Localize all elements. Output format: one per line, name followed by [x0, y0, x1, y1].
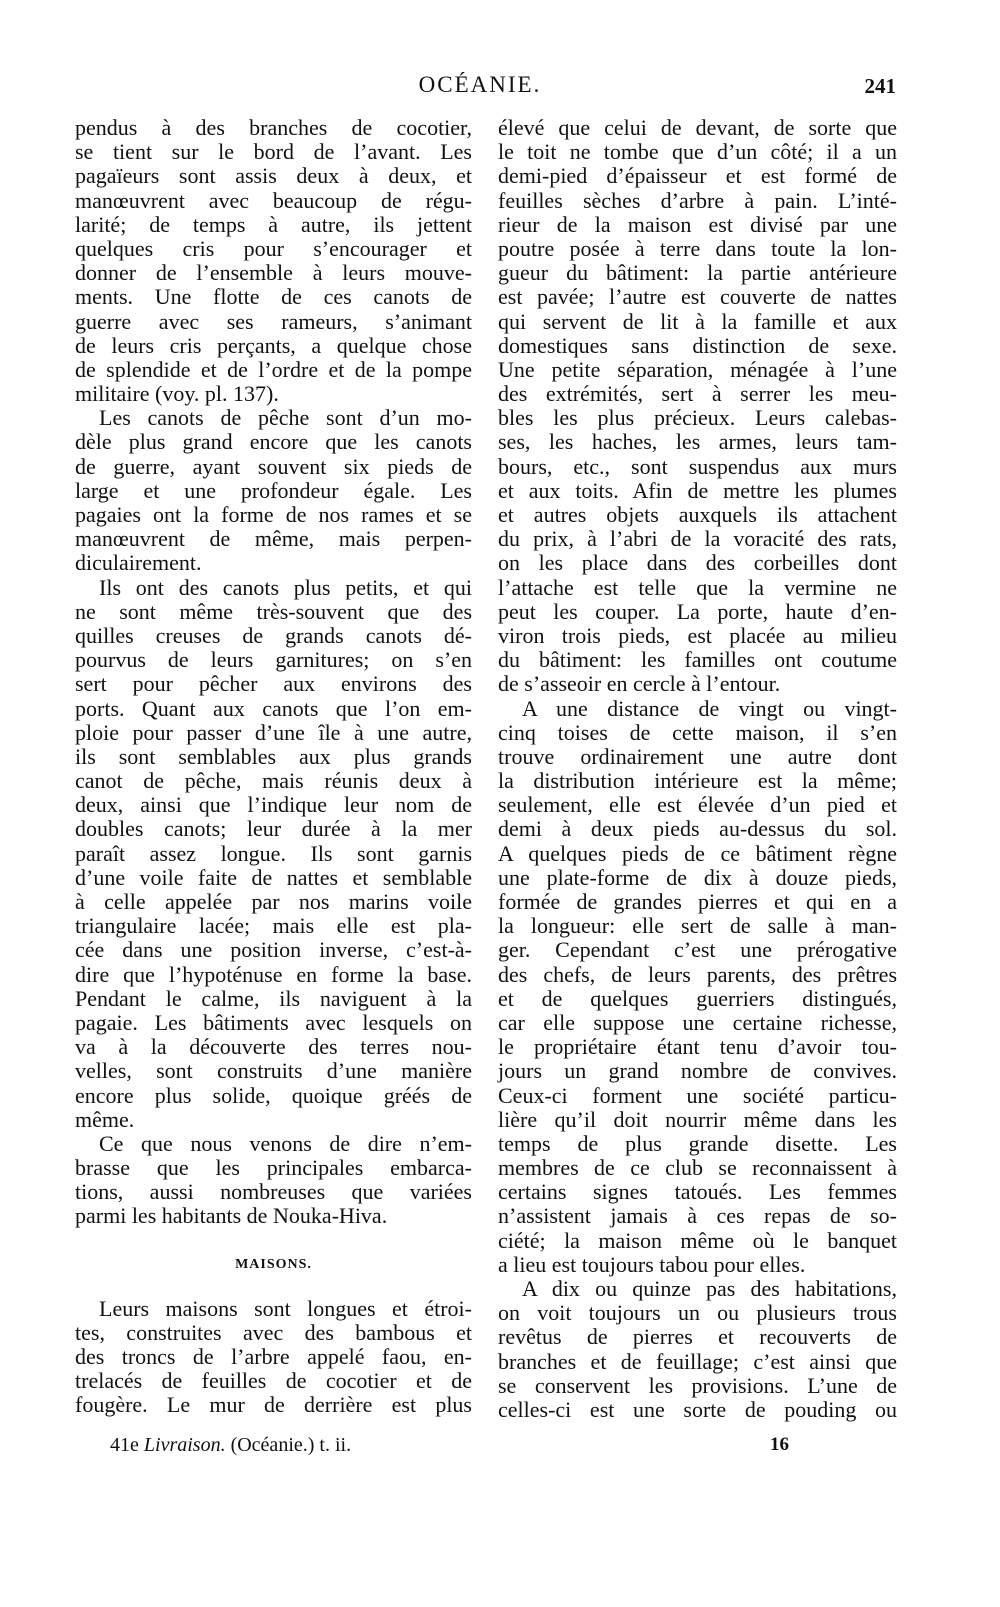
line-text: la distribution intérieure est la même; — [498, 768, 897, 794]
text-line — [75, 963, 472, 987]
paragraph — [498, 1277, 897, 1422]
paragraph — [75, 406, 472, 575]
text-line — [75, 1011, 472, 1035]
text-line — [75, 745, 472, 769]
text-line — [498, 745, 897, 769]
line-text: le toit ne tombe que d’un côté; il a un — [498, 139, 897, 165]
line-text: Une petite séparation, ménagée à l’une — [498, 356, 897, 382]
line-text: brasse que les principales embarca- — [75, 1155, 472, 1181]
text-line — [498, 914, 897, 938]
line-text: des chefs, de leurs parents, des prêtres — [498, 961, 897, 987]
line-text: pendus à des branches de cocotier, — [75, 115, 472, 140]
line-text: pourvus de leurs garnitures; on s’en — [75, 647, 472, 673]
line-text: Ceux-ci forment une société particu- — [498, 1082, 897, 1108]
text-line — [75, 624, 472, 648]
text-line — [75, 817, 472, 841]
line-text: large et une profondeur égale. Les — [75, 477, 472, 503]
line-text: guerre avec ses rameurs, s’animant — [75, 308, 472, 334]
line-text: du bâtiment: les familles ont coutume — [498, 647, 897, 673]
text-line — [75, 455, 472, 479]
text-line — [498, 358, 897, 382]
right-column — [498, 116, 897, 1422]
text-line — [75, 551, 472, 575]
text-line — [75, 769, 472, 793]
text-line — [75, 310, 472, 334]
line-text: demi-pied d’épaisseur et est formé de — [498, 163, 897, 189]
line-text: demi à deux pieds au-dessus du sol. — [498, 816, 897, 842]
text-line — [498, 721, 897, 745]
paragraph — [75, 1132, 472, 1229]
text-line — [498, 600, 897, 624]
line-text: rieur de la maison est divisé par une — [498, 211, 897, 237]
text-line — [498, 1204, 897, 1228]
text-line — [75, 576, 472, 600]
line-text: A quelques pieds de ce bâtiment règne — [498, 840, 897, 866]
line-text: de guerre, ayant souvent six pieds de — [75, 453, 472, 479]
text-line — [498, 1059, 897, 1083]
line-text: pagaïeurs sont assis deux à deux, et — [75, 163, 472, 189]
text-line — [498, 624, 897, 648]
line-text: canot de pêche, mais réunis deux à — [75, 768, 472, 794]
signature-number: 41e — [110, 1434, 139, 1456]
text-line — [498, 551, 897, 575]
line-text: tions, aussi nombreuses que variées — [75, 1179, 472, 1205]
line-text: viron trois pieds, est placée au milieu — [498, 622, 897, 648]
line-text: cée dans une position inverse, c’est-à- — [75, 937, 472, 963]
text-line — [75, 697, 472, 721]
text-line — [498, 1011, 897, 1035]
line-text: et de quelques guerriers distingués, — [498, 985, 897, 1011]
text-line — [75, 334, 472, 358]
line-text: militaire (voy. pl. 137). — [75, 381, 279, 407]
text-line — [75, 1180, 472, 1204]
section-heading: MAISONS. — [235, 1256, 312, 1272]
line-text: et aux toits. Afin de mettre les plumes — [498, 477, 897, 503]
line-text: cinq toises de cette maison, il s’en — [498, 719, 897, 745]
text-line — [498, 793, 897, 817]
line-text: Ils ont des canots plus petits, et qui — [99, 574, 472, 600]
line-text: branches et de feuillage; c’est ainsi que — [498, 1348, 897, 1374]
text-line — [498, 164, 897, 188]
text-line — [498, 1301, 897, 1325]
line-text: à celle appelée par nos marins voile — [75, 889, 472, 914]
line-text: du prix, à l’abri de la voracité des rats, — [498, 526, 897, 552]
text-line — [75, 503, 472, 527]
line-text: Ce que nous venons de dire n’em- — [99, 1130, 472, 1156]
text-line — [498, 334, 897, 358]
text-line — [75, 1321, 472, 1345]
left-column — [75, 116, 472, 1418]
text-line — [498, 866, 897, 890]
line-text: bles les plus précieux. Leurs calebas- — [498, 405, 897, 431]
line-text: certains signes tatoués. Les femmes — [498, 1179, 897, 1205]
text-line — [498, 769, 897, 793]
text-line — [75, 116, 472, 140]
text-line — [498, 890, 897, 914]
line-text: va à la découverte des terres nou- — [75, 1034, 472, 1060]
line-text: A dix ou quinze pas des habitations, — [522, 1276, 897, 1301]
text-line — [75, 1132, 472, 1156]
text-line — [75, 189, 472, 213]
text-line — [75, 1084, 472, 1108]
line-text: encore plus solide, quoique gréés de — [75, 1082, 472, 1108]
text-line — [498, 237, 897, 261]
text-line — [75, 479, 472, 503]
text-line — [498, 1132, 897, 1156]
line-text: pagaies ont la forme de nos rames et se — [75, 502, 472, 527]
line-text: se tient sur le bord de l’avant. Les — [75, 139, 472, 165]
text-line — [75, 866, 472, 890]
text-line — [75, 890, 472, 914]
text-line — [75, 938, 472, 962]
line-text: quilles creuses de grands canots dé- — [75, 622, 472, 648]
text-line — [498, 1084, 897, 1108]
line-text: car elle suppose une certaine richesse, — [498, 1009, 897, 1035]
text-line — [75, 914, 472, 938]
text-line — [498, 1108, 897, 1132]
text-line — [498, 1350, 897, 1374]
left-column-text-before-heading — [75, 116, 472, 1229]
line-text: ses, les haches, les armes, leurs tam- — [498, 429, 897, 455]
line-text: paraît assez longue. Ils sont garnis — [75, 840, 472, 866]
text-line — [75, 1393, 472, 1417]
text-line — [498, 1180, 897, 1204]
running-header-title: OCÉANIE. — [418, 72, 542, 97]
line-text: trouve ordinairement une autre dont — [498, 743, 897, 769]
line-text: d’une voile faite de nattes et semblable — [75, 864, 472, 890]
right-column-text — [498, 116, 897, 1422]
line-text: une plate-forme de dix à douze pieds, — [498, 864, 897, 890]
line-text: tes, construites avec des bambous et — [75, 1319, 472, 1345]
sheet-number: 16 — [770, 1434, 789, 1455]
line-text: peut les couper. La porte, haute d’en- — [498, 598, 897, 624]
line-text: on les place dans des corbeilles dont — [498, 550, 897, 576]
text-line — [75, 1345, 472, 1369]
line-text: ne sont même très-souvent que des — [75, 598, 472, 624]
text-line — [75, 164, 472, 188]
text-line — [498, 479, 897, 503]
line-text: A une distance de vingt ou vingt- — [522, 695, 897, 721]
text-line — [498, 285, 897, 309]
text-line — [498, 672, 897, 696]
text-line — [75, 842, 472, 866]
paragraph — [75, 576, 472, 1132]
text-line — [498, 963, 897, 987]
text-line — [498, 576, 897, 600]
text-line — [498, 817, 897, 841]
text-line — [75, 1204, 472, 1228]
line-text: lière qu’il doit nourrir même dans les — [498, 1106, 897, 1132]
signature-word: Livraison. — [143, 1434, 226, 1456]
text-line — [75, 1369, 472, 1393]
line-text: l’attache est telle que la vermine ne — [498, 574, 897, 600]
text-line — [498, 1374, 897, 1398]
line-text: velles, sont construits d’une manière — [75, 1058, 472, 1084]
text-line — [75, 285, 472, 309]
text-line — [75, 721, 472, 745]
text-line — [75, 1108, 472, 1132]
line-text: et autres objets auxquels ils attachent — [498, 502, 897, 527]
line-text: doubles canots; leur durée à la mer — [75, 816, 472, 842]
text-line — [498, 842, 897, 866]
page-number: 241 — [864, 74, 896, 98]
paragraph — [75, 1297, 472, 1418]
line-text: dire que l’hypoténuse en forme la base. — [75, 961, 472, 987]
line-text: triangulaire lacée; mais elle est pla- — [75, 913, 472, 939]
text-line — [498, 1398, 897, 1422]
text-line — [75, 987, 472, 1011]
text-line — [498, 310, 897, 334]
line-text: celles-ci est une sorte de pouding ou — [498, 1396, 897, 1422]
line-text: deux, ainsi que l’indique leur nom de — [75, 792, 472, 818]
line-text: de splendide et de l’ordre et de la pompe — [75, 356, 472, 382]
line-text: manœuvrent avec beaucoup de régu- — [75, 187, 472, 213]
line-text: de s’asseoir en cercle à l’entour. — [498, 671, 781, 697]
text-line — [75, 430, 472, 454]
text-line — [498, 987, 897, 1011]
text-line — [498, 140, 897, 164]
left-column-text-after-heading — [75, 1297, 472, 1418]
text-line — [498, 1229, 897, 1253]
line-text: Les canots de pêche sont d’un mo- — [99, 405, 472, 431]
line-text: ils sont semblables aux plus grands — [75, 743, 472, 769]
text-line — [498, 503, 897, 527]
text-line — [75, 1297, 472, 1321]
line-text: la longueur: elle sert de salle à man- — [498, 913, 897, 939]
text-line — [498, 1156, 897, 1180]
text-line — [75, 600, 472, 624]
text-line — [498, 406, 897, 430]
text-line — [75, 213, 472, 237]
line-text: Leurs maisons sont longues et étroi- — [99, 1295, 472, 1321]
line-text: fougère. Le mur de derrière est plus — [75, 1392, 472, 1418]
text-line — [75, 527, 472, 551]
text-line — [75, 793, 472, 817]
line-text: on voit toujours un ou plusieurs trous — [498, 1300, 897, 1326]
text-line — [498, 1253, 897, 1277]
text-line — [75, 237, 472, 261]
paragraph — [498, 116, 897, 697]
text-line — [498, 116, 897, 140]
line-text: parmi les habitants de Nouka-Hiva. — [75, 1203, 388, 1229]
paragraph — [75, 116, 472, 406]
text-line — [498, 261, 897, 285]
text-line — [498, 1277, 897, 1301]
line-text: le propriétaire étant tenu d’avoir tou- — [498, 1034, 897, 1060]
text-line — [75, 382, 472, 406]
line-text: de leurs cris perçants, a quelque chose — [75, 332, 472, 358]
text-line — [498, 189, 897, 213]
line-text: pagaie. Les bâtiments avec lesquels on — [75, 1009, 472, 1035]
line-text: ger. Cependant c’est une prérogative — [498, 937, 897, 963]
line-text: quelques cris pour s’encourager et — [75, 235, 472, 261]
text-line — [75, 406, 472, 430]
line-text: domestiques sans distinction de sexe. — [498, 332, 897, 358]
line-text: membres de ce club se reconnaissent à — [498, 1155, 897, 1181]
line-text: jours un grand nombre de convives. — [498, 1058, 897, 1084]
line-text: poutre posée à terre dans toute la lon- — [498, 235, 897, 261]
text-line — [75, 1035, 472, 1059]
line-text: manœuvrent de même, mais perpen- — [75, 526, 472, 552]
text-line — [498, 430, 897, 454]
text-line — [498, 1035, 897, 1059]
text-line — [498, 648, 897, 672]
line-text: larité; de temps à autre, ils jettent — [75, 211, 472, 237]
text-line — [75, 261, 472, 285]
line-text: revêtus de pierres et recouverts de — [498, 1324, 897, 1350]
text-line — [498, 382, 897, 406]
line-text: feuilles sèches d’arbre à pain. L’inté- — [498, 187, 897, 213]
line-text: temps de plus grande disette. Les — [498, 1130, 897, 1156]
line-text: a lieu est toujours tabou pour elles. — [498, 1251, 806, 1277]
line-text: trelacés de feuilles de cocotier et de — [75, 1368, 472, 1394]
line-text: est pavée; l’autre est couverte de nattes — [498, 284, 897, 310]
text-line — [75, 1059, 472, 1083]
line-text: seulement, elle est élevée d’un pied et — [498, 792, 897, 818]
line-text: des extrémités, sert à serrer les meu- — [498, 381, 897, 407]
line-text: même. — [75, 1106, 135, 1132]
line-text: ports. Quant aux canots que l’on em- — [75, 695, 472, 721]
text-line — [75, 648, 472, 672]
line-text: donner de l’ensemble à leurs mouve- — [75, 260, 472, 286]
line-text: ciété; la maison même où le banquet — [498, 1227, 897, 1253]
text-line — [498, 527, 897, 551]
line-text: Pendant le calme, ils naviguent à la — [75, 985, 472, 1011]
line-text: qui servent de lit à la famille et aux — [498, 308, 897, 334]
line-text: ments. Une flotte de ces canots de — [75, 284, 472, 310]
printer-signature — [110, 1434, 351, 1457]
line-text: n’assistent jamais à ces repas de so- — [498, 1203, 897, 1229]
line-text: dèle plus grand encore que les canots — [75, 429, 472, 455]
text-line — [498, 1325, 897, 1349]
text-line — [498, 697, 897, 721]
text-line — [75, 1156, 472, 1180]
line-text: bours, etc., sont suspendus aux murs — [498, 453, 897, 479]
line-text: formée de grandes pierres et qui en a — [498, 889, 897, 914]
text-line — [75, 358, 472, 382]
line-text: se conservent les provisions. L’une de — [498, 1372, 897, 1398]
text-line — [75, 140, 472, 164]
text-line — [75, 672, 472, 696]
line-text: élevé que celui de devant, de sorte que — [498, 115, 897, 140]
line-text: sert pour pêcher aux environs des — [75, 671, 472, 697]
line-text: ploie pour passer d’une île à une autre, — [75, 719, 472, 745]
text-line — [498, 938, 897, 962]
signature-rest: (Océanie.) t. ii. — [230, 1434, 352, 1456]
text-line — [498, 455, 897, 479]
text-line — [498, 213, 897, 237]
line-text: diculairement. — [75, 550, 202, 576]
line-text: gueur du bâtiment: la partie antérieure — [498, 260, 897, 286]
line-text: des troncs de l’arbre appelé faou, en- — [75, 1344, 472, 1369]
paragraph — [498, 697, 897, 1278]
